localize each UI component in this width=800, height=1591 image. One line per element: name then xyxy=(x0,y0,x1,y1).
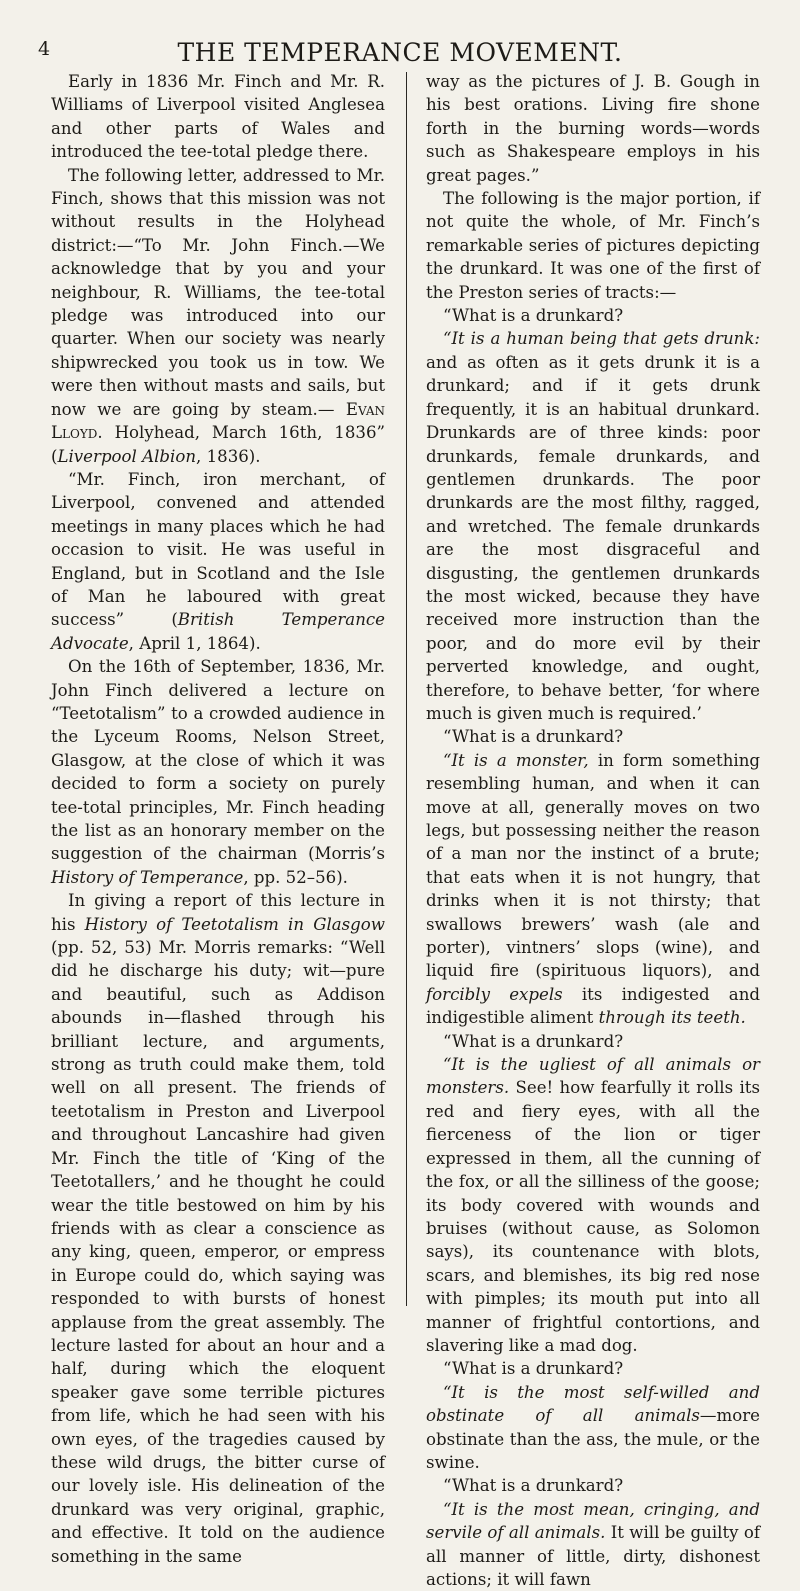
page-number: 4 xyxy=(38,38,51,60)
question: “What is a drunkard? xyxy=(443,727,624,747)
source-title: History of Teetotalism in Glasgow xyxy=(84,914,385,934)
paragraph: In giving a report of this lecture in his History of Teetotalism in Glasgow (pp. 52, 53) Mr. Morris remarks: “Well did he discharge his duty; wit—pure and beautiful, such as Addison abounds in—flashed through his brilliant lecture, and arguments, strong as truth could make them, told well on all present. The friends of teetotalism in Preston and Liverpool and throughout Lancashire had given Mr. Finch the title of ‘King of the Teetotallers,’ and he thought he could wear the title bestowed on him by his friends with as clear a conscience as any king, queen, emperor, or empress in Europe could do, which saying was responded to with bursts of honest applause from the great assembly. The lecture lasted for about an hour and a half, during which the eloquent speaker gave some terrible pictures from life, which he had seen with his own eyes, of the tragedies caused by these wild drugs, the bitter curse of our lovely isle. His delineation of the drunkard was very original, graphic, and effective. It told on the audience something in the same xyxy=(51,891,385,1566)
paragraph: “Mr. Finch, iron merchant, of Liverpool, convened and attended meetings in many places which he had occasion to visit. He was useful in England, but in Scotland and the Isle of Man he laboured with great success” (British Temperance Advocate, April 1, 1864). xyxy=(51,469,385,653)
column-divider xyxy=(406,72,407,1306)
question: “What is a drunkard? xyxy=(443,306,624,326)
paragraph: The following letter, addressed to Mr. Finch, shows that this mission was not without results in the Holyhead district:—“To Mr. John Finch.—We acknowledge that by you and your neighbour, R. Williams, the tee-total pledge was introduced into our quarter. When our society was nearly shipwrecked you took us in tow. We were then without masts and sails, but now we are going by steam.— Evan Lloyd. Holyhead, March 16th, 1836” (Liverpool Albion, 1836). xyxy=(51,165,385,466)
right-column xyxy=(426,70,760,1591)
paragraph: The following is the major portion, if not quite the whole, of Mr. Finch’s remarkable series of pictures depicting the drunkard. It was one of the first of the Preston series of tracts:— xyxy=(426,189,760,302)
paragraph: Early in 1836 Mr. Finch and Mr. R. Williams of Liverpool visited Anglesea and other parts of Wales and introduced the tee-total pledge there. xyxy=(51,72,385,162)
answer: “It is a monster, in form something resembling human, and when it can move at all, generally moves on two legs, but possessing neither the reason of a man nor the instinct of a brute; that eats when it is not hungry, that drinks when it is not thirsty; that swallows brewers’ wash (ale and porter), vintners’ slops (wine), and liquid fire (spirituous liquors), and forcibly expels its indigested and indigestible aliment through its teeth. xyxy=(426,750,761,1028)
source-title: History of Temperance xyxy=(51,867,244,887)
left-column xyxy=(51,70,385,1568)
question: “What is a drunkard? xyxy=(443,1359,624,1379)
signer-name: Evan Lloyd. xyxy=(51,399,385,443)
answer: “It is the ugliest of all animals or monsters. See! how fearfully it rolls its red and fiery eyes, with all the fierceness of the lion or tiger expressed in them, all the cunning of the fox, or all the silliness of the goose; its body covered with wounds and bruises (without cause, as Solomon says), its countenance with blots, scars, and blemishes, its big red nose with pimples; its mouth put into all manner of frightful contortions, and slavering like a mad dog. xyxy=(426,1055,760,1355)
paragraph: way as the pictures of J. B. Gough in his best orations. Living fire shone forth in the burning words—words such as Shakespeare employs in his great pages.” xyxy=(426,72,760,185)
answer: “It is the most mean, cringing, and servile of all animals. It will be guilty of all manner of little, dirty, dishonest actions; it will fawn xyxy=(426,1499,760,1589)
answer: “It is a human being that gets drunk: and as often as it gets drunk it is a drunkard; and if it gets drunk frequently, it is an habitual drunkard. Drunkards are of three kinds: poor drunkards, female drunkards, and gentlemen drunkards. The poor drunkards are the most filthy, ragged, and wretched. The female drunkards are the most disgraceful and disgusting, the gentlemen drunkards the most wicked, because they have received more instruction than the poor, and do more evil by their perverted knowledge, and ought, therefore, to behave better, ‘for where much is given much is required.’ xyxy=(426,329,760,723)
question: “What is a drunkard? xyxy=(443,1476,624,1496)
source-title: Liverpool Albion xyxy=(57,446,197,466)
paragraph: On the 16th of September, 1836, Mr. John Finch delivered a lecture on “Teetotalism” to a crowded audience in the Lyceum Rooms, Nelson Street, Glasgow, at the close of which it was decided to form a society on purely tee-total principles, Mr. Finch heading the list as an honorary member on the suggestion of the chairman (Morris’s History of Temperance, pp. 52–56). xyxy=(51,657,385,887)
source-title: British Temperance Advocate xyxy=(51,610,385,653)
answer: “It is the most self-willed and obstinate of all animals—more obstinate than the ass, the mule, or the swine. xyxy=(426,1382,760,1472)
running-title: THE TEMPERANCE MOVEMENT. xyxy=(177,38,623,67)
question: “What is a drunkard? xyxy=(443,1031,624,1051)
